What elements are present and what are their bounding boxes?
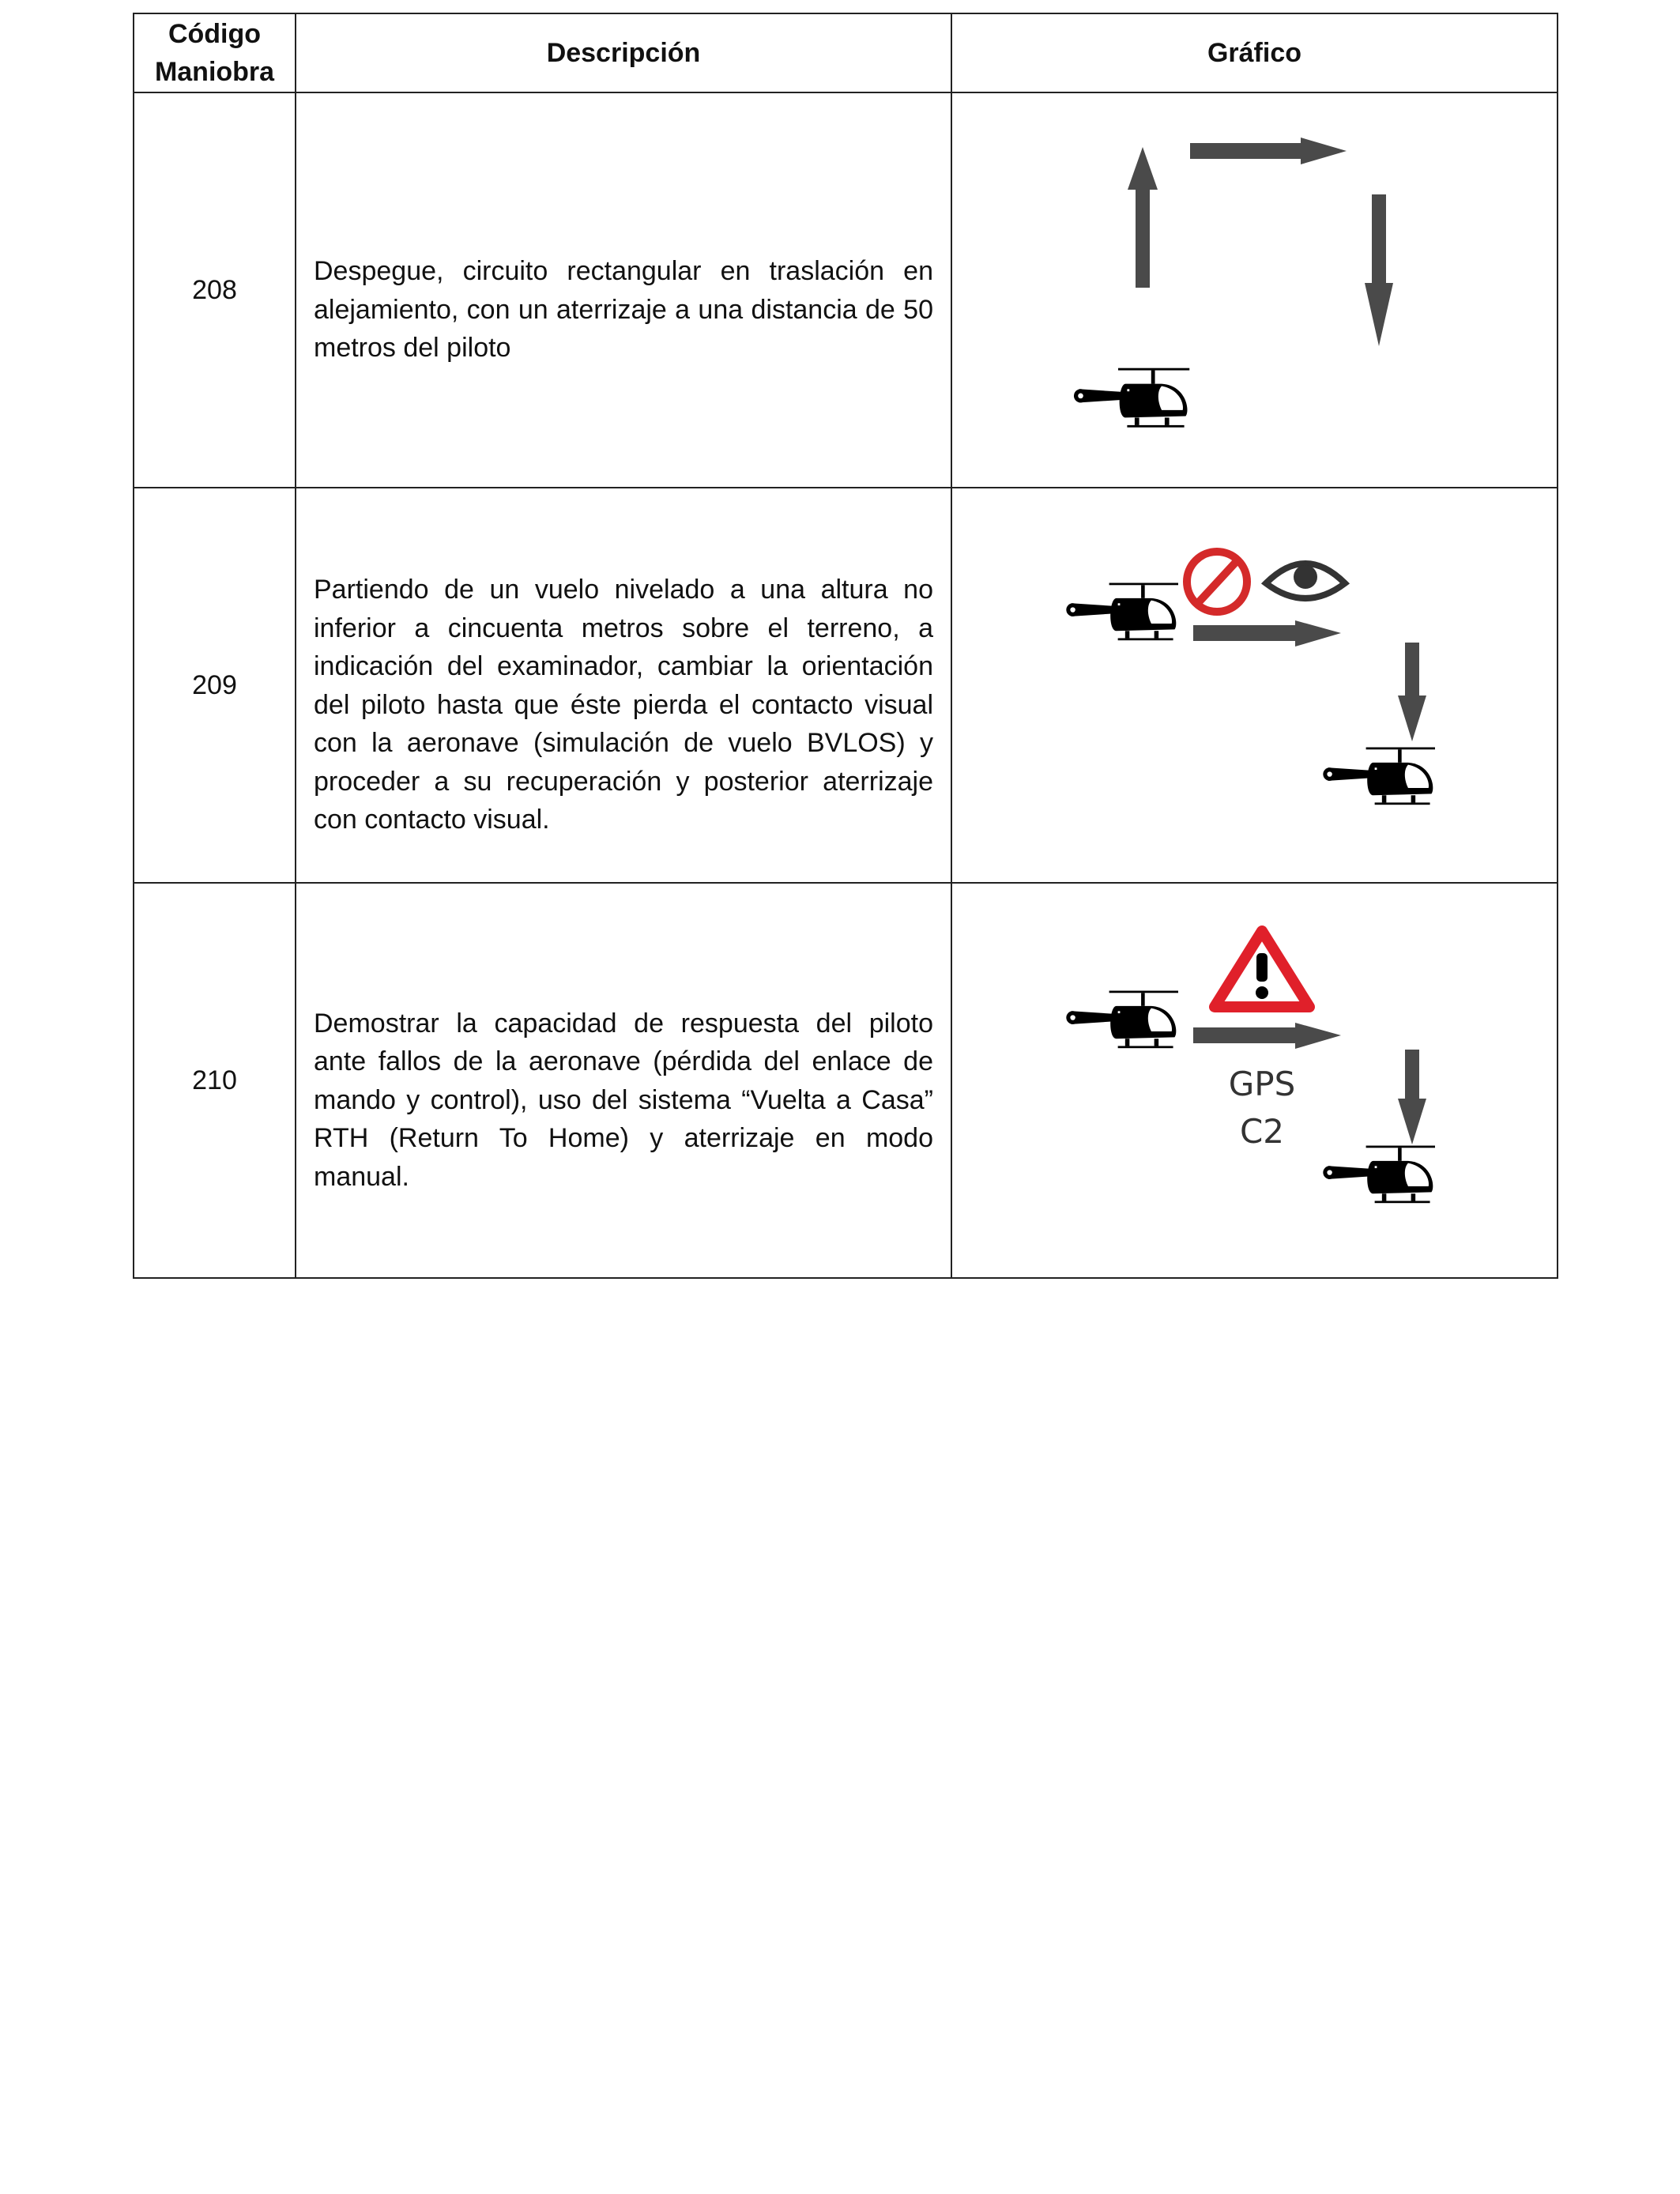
arrow-down-icon <box>1365 194 1393 346</box>
header-description: Descripción <box>296 13 951 92</box>
arrow-right-icon <box>1193 620 1341 647</box>
maneuver-code: 209 <box>134 488 296 883</box>
table-row <box>134 883 1558 1278</box>
maneuver-description: Despegue, circuito rectangular en traslación en alejamiento, con un aterrizaje a una distancia de 50 metros del piloto <box>314 256 933 364</box>
arrow-down-icon <box>1398 1050 1426 1144</box>
header-graphic: Gráfico <box>951 13 1558 92</box>
eye-icon <box>1266 564 1345 598</box>
maneuver-description: Partiendo de un vuelo nivelado a una altura no inferior a cincuenta metros sobre el terreno, a indicación del examinador, cambiar la orientación del piloto hasta que éste pierda el contacto visual con la aeronave (simulación de vuelo BVLOS) y proceder a su recuperación y posterior aterrizaje con contacto visual. <box>314 575 933 835</box>
arrow-right-icon <box>1193 1023 1341 1049</box>
header-code: Código Maniobra <box>134 13 296 92</box>
warning-icon <box>1215 931 1309 1007</box>
helicopter-icon <box>1323 748 1435 805</box>
arrow-right-icon <box>1190 138 1347 164</box>
header-row <box>134 13 1558 92</box>
maneuver-graphic <box>951 488 1558 883</box>
prohibited-icon <box>1187 552 1247 612</box>
helicopter-icon <box>1066 583 1178 641</box>
gps-label: GPS <box>1228 1065 1296 1103</box>
helicopter-icon <box>1323 1146 1435 1204</box>
helicopter-icon <box>1074 368 1189 428</box>
maneuver-code: 208 <box>134 92 296 488</box>
maneuver-graphic <box>951 883 1558 1278</box>
helicopter-icon <box>1066 991 1178 1049</box>
maneuvers-table <box>133 13 1558 1279</box>
c2-label: C2 <box>1239 1112 1285 1151</box>
arrow-down-icon <box>1398 643 1426 741</box>
graphic-208 <box>952 93 1557 487</box>
maneuver-graphic <box>951 92 1558 488</box>
maneuver-code: 210 <box>134 883 296 1278</box>
graphic-209 <box>952 488 1557 882</box>
graphic-210 <box>952 884 1557 1277</box>
arrow-up-icon <box>1128 147 1158 288</box>
table-row <box>134 92 1558 488</box>
maneuver-description: Demostrar la capacidad de respuesta del piloto ante fallos de la aeronave (pérdida del enlace de mando y control), uso del sistema “Vuelta a Casa” RTH (Return To Home) y aterrizaje en modo manual. <box>314 1008 933 1192</box>
table-row <box>134 488 1558 883</box>
